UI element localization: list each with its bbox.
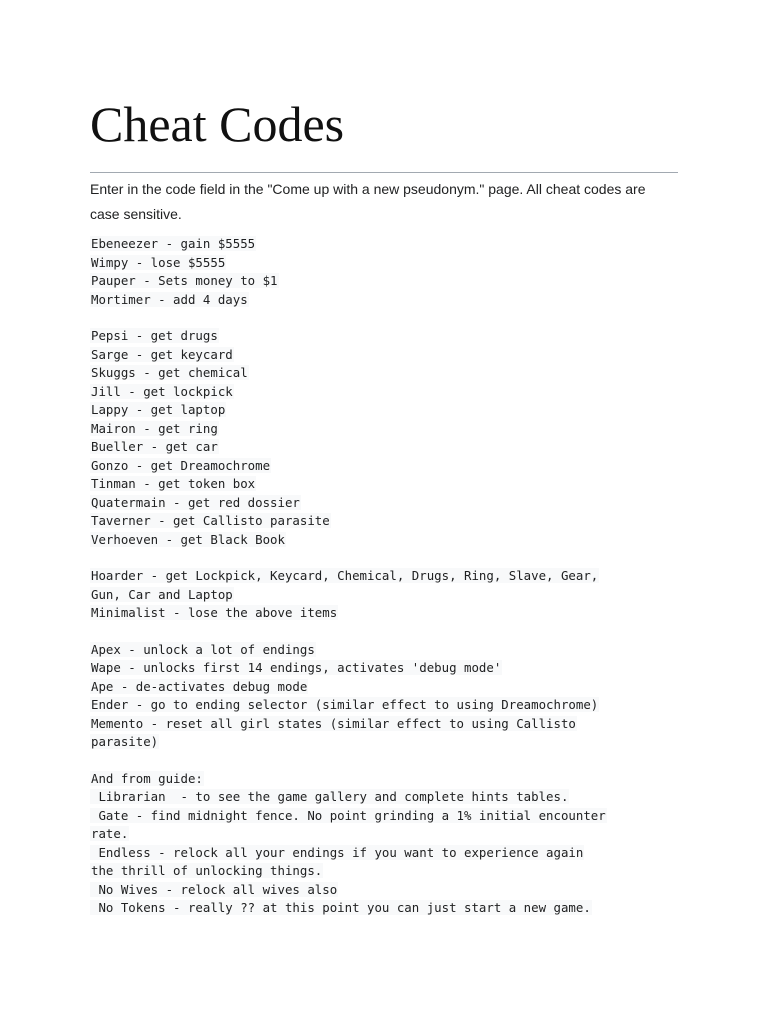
code-group-endings <box>90 641 690 752</box>
code-line: Ebeneezer - gain $5555 <box>91 236 256 251</box>
code-line: rate. <box>91 826 129 841</box>
code-line: Skuggs - get chemical <box>91 365 248 380</box>
cheat-code-list <box>90 235 690 936</box>
intro-paragraph: Enter in the code field in the "Come up with a new pseudonym." page. All cheat codes are case sensitive. <box>90 181 646 222</box>
code-group-guide <box>90 770 690 918</box>
code-line: And from guide: <box>91 770 203 786</box>
code-line: Endless - relock all your endings if you want to experience again <box>91 844 584 860</box>
code-line: Taverner - get Callisto parasite <box>91 513 330 528</box>
code-line: Ender - go to ending selector (similar effect to using Dreamochrome) <box>91 697 599 712</box>
code-line: Gate - find midnight fence. No point grinding a 1% initial encounter <box>91 807 606 823</box>
code-line: Tinman - get token box <box>91 476 256 491</box>
code-line: Pauper - Sets money to $1 <box>91 273 278 288</box>
code-line: Wape - unlocks first 14 endings, activates 'debug mode' <box>91 660 502 675</box>
code-line: Quatermain - get red dossier <box>91 494 300 510</box>
code-line: Minimalist - lose the above items <box>91 605 338 620</box>
page-title: Cheat Codes <box>90 96 345 152</box>
code-group-money <box>90 235 690 309</box>
code-line: No Wives - relock all wives also <box>91 881 338 897</box>
code-line: Gonzo - get Dreamochrome <box>91 457 271 473</box>
code-line: Sarge - get keycard <box>91 346 233 362</box>
code-line: Hoarder - get Lockpick, Keycard, Chemical, Drugs, Ring, Slave, Gear, <box>91 568 599 583</box>
code-line: Bueller - get car <box>91 439 218 454</box>
code-line: Pepsi - get drugs <box>91 328 218 343</box>
code-line: parasite) <box>91 734 159 749</box>
code-line: Verhoeven - get Black Book <box>91 531 285 547</box>
code-line: Mortimer - add 4 days <box>91 291 248 307</box>
code-line: the thrill of unlocking things. <box>91 863 323 878</box>
code-line: Apex - unlock a lot of endings <box>91 641 315 657</box>
code-group-bulk <box>90 567 690 623</box>
code-line: No Tokens - really ?? at this point you can just start a new game. <box>91 900 591 915</box>
code-line: Librarian - to see the game gallery and complete hints tables. <box>91 789 569 804</box>
code-line: Lappy - get laptop <box>91 402 226 417</box>
title-divider <box>90 172 678 173</box>
code-line: Wimpy - lose $5555 <box>91 254 226 270</box>
code-line: Ape - de-activates debug mode <box>91 678 308 694</box>
code-group-items <box>90 327 690 549</box>
code-line: Jill - get lockpick <box>91 383 233 399</box>
code-line: Gun, Car and Laptop <box>91 586 233 602</box>
code-line: Mairon - get ring <box>91 420 218 436</box>
code-line: Memento - reset all girl states (similar effect to using Callisto <box>91 715 576 731</box>
